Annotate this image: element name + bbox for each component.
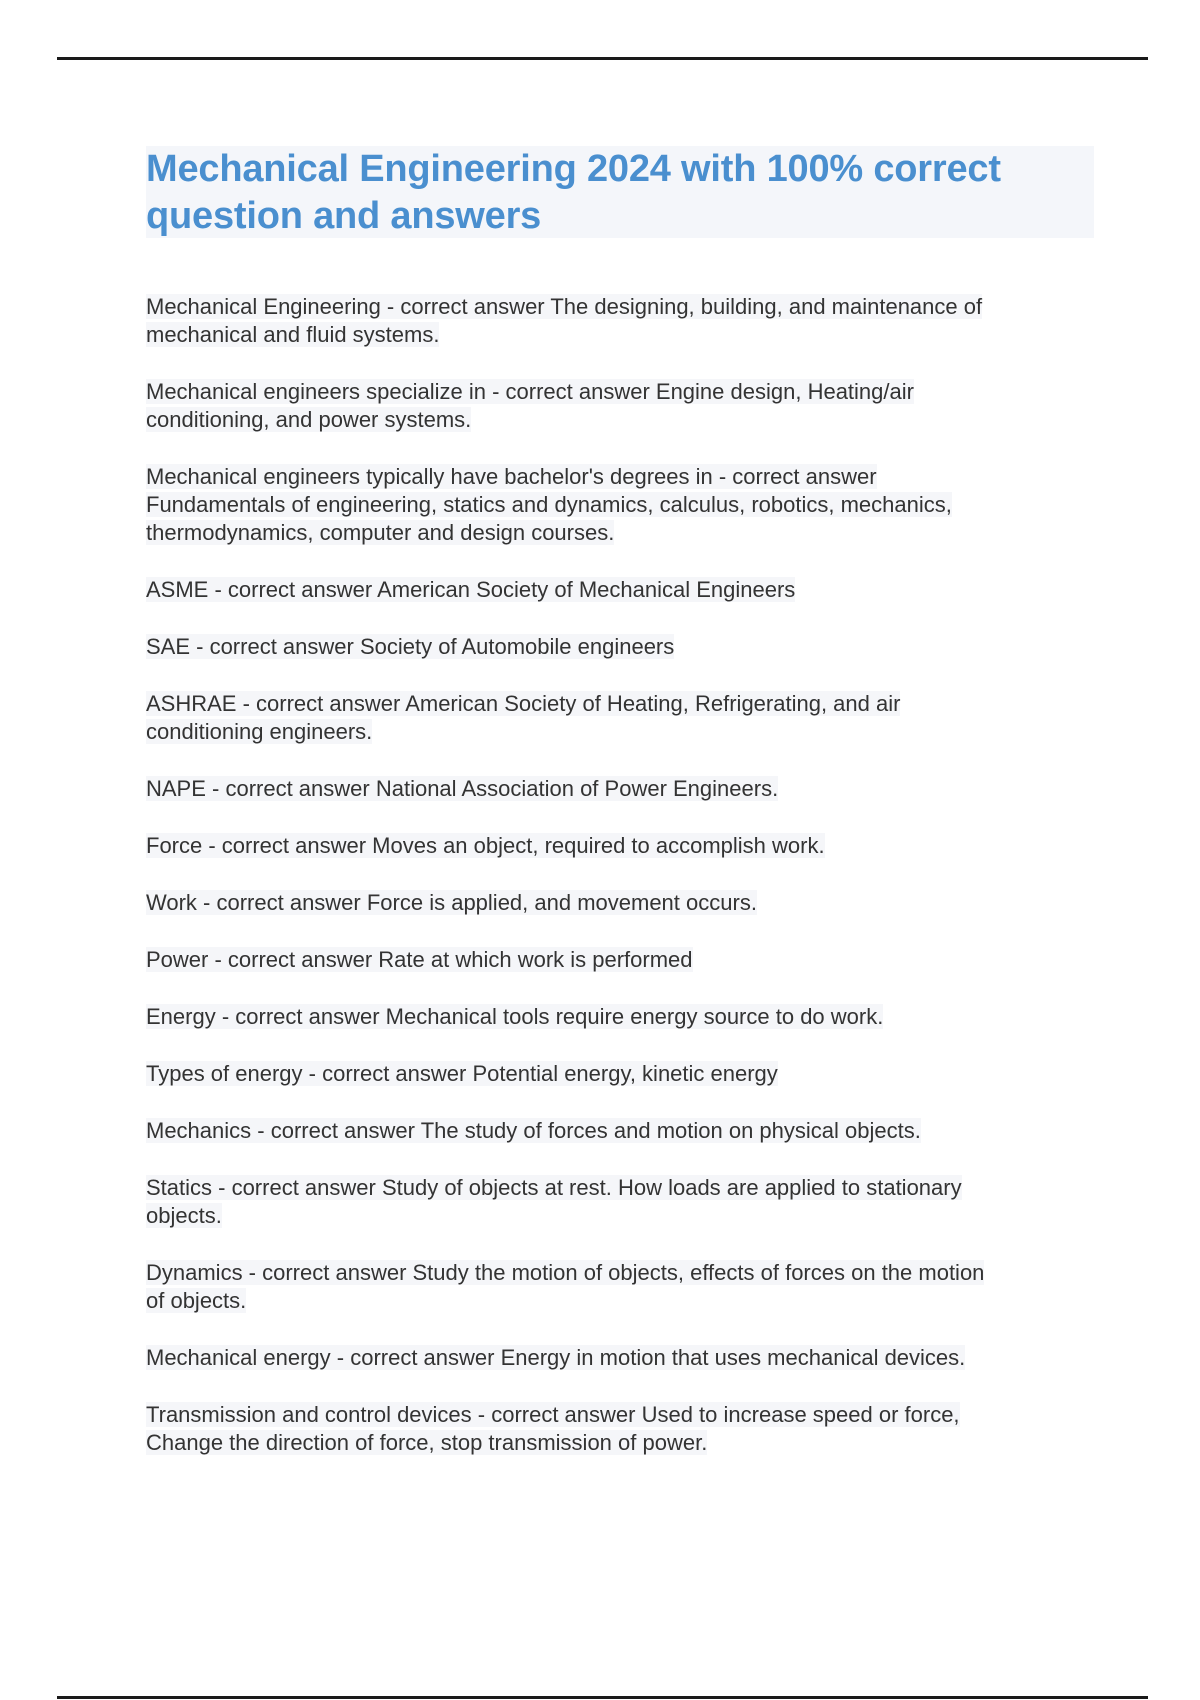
qa-text: Mechanical engineers specialize in - correct answer Engine design, Heating/air [146, 379, 914, 404]
qa-text: of objects. [146, 1288, 247, 1313]
qa-text: Types of energy - correct answer Potential energy, kinetic energy [146, 1061, 778, 1086]
qa-text: conditioning, and power systems. [146, 407, 472, 432]
qa-text: Dynamics - correct answer Study the motion of objects, effects of forces on the motion [146, 1260, 985, 1285]
qa-line [146, 1174, 1146, 1202]
qa-entry [146, 1401, 1146, 1457]
qa-line [146, 1344, 1146, 1372]
qa-entry [146, 775, 1146, 803]
top-rule [57, 57, 1148, 60]
qa-text: thermodynamics, computer and design courses. [146, 520, 615, 545]
qa-text: mechanical and fluid systems. [146, 322, 440, 347]
qa-text: Transmission and control devices - correct answer Used to increase speed or force, [146, 1402, 960, 1427]
qa-text: NAPE - correct answer National Association of Power Engineers. [146, 776, 779, 801]
qa-entry [146, 576, 1146, 604]
qa-line [146, 576, 1146, 604]
qa-line [146, 1003, 1146, 1031]
qa-line [146, 718, 1146, 746]
qa-text: Statics - correct answer Study of objects at rest. How loads are applied to stationary [146, 1175, 962, 1200]
qa-text: conditioning engineers. [146, 719, 373, 744]
qa-entry [146, 690, 1146, 746]
qa-line [146, 1202, 1146, 1230]
qa-line [146, 406, 1146, 434]
qa-entry [146, 293, 1146, 349]
qa-text: Mechanical engineers typically have bachelor's degrees in - correct answer [146, 464, 877, 489]
qa-text: ASME - correct answer American Society of Mechanical Engineers [146, 577, 796, 602]
qa-line [146, 832, 1146, 860]
title-line: Mechanical Engineering 2024 with 100% correct [146, 148, 1001, 190]
qa-entry [146, 633, 1146, 661]
qa-entry [146, 378, 1146, 434]
qa-text: Mechanical energy - correct answer Energy in motion that uses mechanical devices. [146, 1345, 966, 1370]
qa-line [146, 1429, 1146, 1457]
qa-text: Energy - correct answer Mechanical tools require energy source to do work. [146, 1004, 884, 1029]
qa-text: Mechanics - correct answer The study of forces and motion on physical objects. [146, 1118, 921, 1143]
qa-text: Work - correct answer Force is applied, and movement occurs. [146, 890, 757, 915]
qa-text: objects. [146, 1203, 222, 1228]
qa-line [146, 1401, 1146, 1429]
qa-text: Fundamentals of engineering, statics and dynamics, calculus, robotics, mechanics, [146, 492, 952, 517]
qa-text: Change the direction of force, stop transmission of power. [146, 1430, 708, 1455]
qa-entry [146, 1344, 1146, 1372]
qa-line [146, 1287, 1146, 1315]
qa-entry [146, 1174, 1146, 1230]
document-title [146, 146, 1094, 238]
qa-line [146, 1060, 1146, 1088]
qa-line [146, 690, 1146, 718]
qa-entry [146, 1259, 1146, 1315]
qa-entry [146, 1117, 1146, 1145]
qa-text: Force - correct answer Moves an object, required to accomplish work. [146, 833, 825, 858]
qa-text: ASHRAE - correct answer American Society of Heating, Refrigerating, and air [146, 691, 901, 716]
qa-entry [146, 889, 1146, 917]
qa-text: Mechanical Engineering - correct answer The designing, building, and maintenance of [146, 294, 983, 319]
title-line: question and answers [146, 195, 542, 237]
bottom-rule [57, 1696, 1148, 1699]
qa-line [146, 775, 1146, 803]
qa-line [146, 1259, 1146, 1287]
qa-line [146, 633, 1146, 661]
qa-line [146, 889, 1146, 917]
qa-text: SAE - correct answer Society of Automobile engineers [146, 634, 675, 659]
qa-entry [146, 463, 1146, 547]
qa-list [146, 293, 1146, 1486]
qa-line [146, 293, 1146, 321]
qa-entry [146, 832, 1146, 860]
qa-line [146, 378, 1146, 406]
qa-line [146, 491, 1146, 519]
qa-entry [146, 1003, 1146, 1031]
qa-text: Power - correct answer Rate at which work is performed [146, 947, 693, 972]
qa-entry [146, 1060, 1146, 1088]
qa-line [146, 1117, 1146, 1145]
qa-line [146, 519, 1146, 547]
qa-line [146, 463, 1146, 491]
qa-entry [146, 946, 1146, 974]
qa-line [146, 321, 1146, 349]
qa-line [146, 946, 1146, 974]
